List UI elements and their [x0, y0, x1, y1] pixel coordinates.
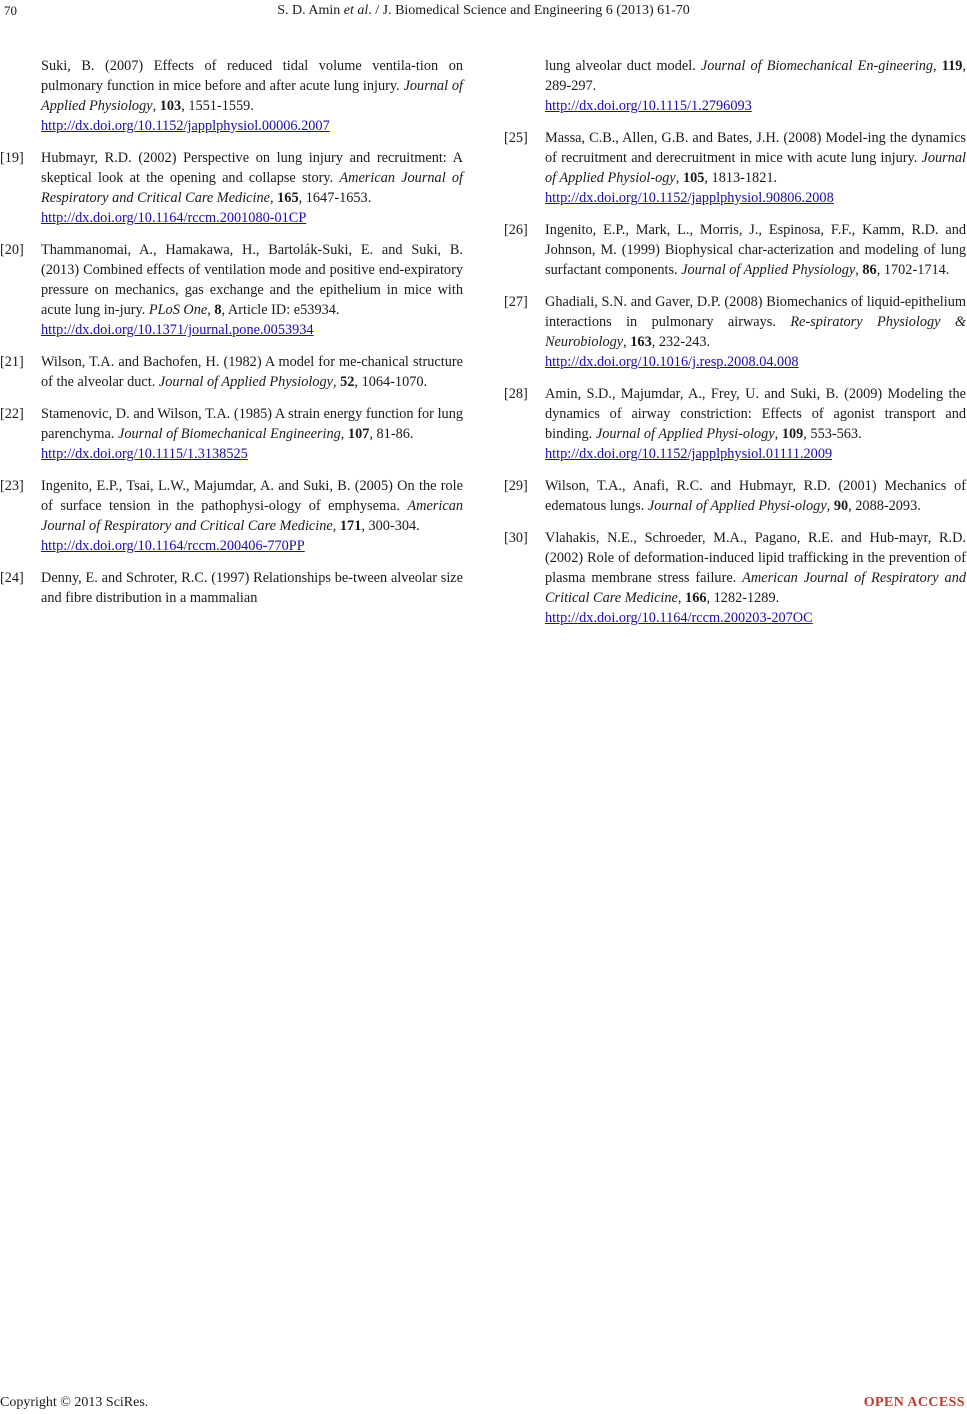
reference-volume: 165 — [277, 190, 299, 206]
running-head — [0, 3, 967, 19]
reference-volume: 171 — [339, 518, 362, 534]
reference-journal: Journal of Applied Physiology — [681, 262, 856, 278]
reference-pages: , 289-297. — [545, 58, 966, 94]
reference-pages: , 2088-2093. — [848, 498, 921, 514]
reference-journal: American Journal of Respiratory and Critical Care Medicine — [41, 498, 463, 534]
reference-volume: 103 — [159, 98, 182, 114]
reference-body: Vlahakis, N.E., Schroeder, M.A., Pagano, R.E. and Hub-mayr, R.D. (2002) Role of deformation-induced lipid trafficking in the prevention of plasma membrane stress failure. American Journal of Respiratory and Critical Care Medicine, 166, 1282-1289. http://dx.doi.org/10.1164/rccm.200203-207OC — [545, 530, 966, 626]
reference-number: [23] — [0, 478, 24, 494]
reference-volume: 86 — [862, 262, 877, 278]
running-head-et-al: et al — [343, 3, 369, 18]
reference-text: Massa, C.B., Allen, G.B. and Bates, J.H. (2008) Model-ing the dynamics of recruitment and derecruitment in mice with acute lung injury. — [545, 130, 966, 166]
reference-pages: , 1647-1653. — [298, 190, 372, 206]
reference-doi-link[interactable]: http://dx.doi.org/10.1152/japplphysiol.01111.2009 — [545, 446, 833, 462]
right-column — [504, 56, 966, 640]
reference-pages: , 1282-1289. — [706, 590, 780, 606]
reference-body: Ingenito, E.P., Tsai, L.W., Majumdar, A. and Suki, B. (2005) On the role of surface tension in the pathophysi-ology of emphysema. American Journal of Respiratory and Critical Care Medicine, 171, 300-304. http://dx.doi.org/10.1164/rccm.200406-770PP — [41, 478, 463, 554]
reference-number: [20] — [0, 242, 24, 258]
reference-body: Massa, C.B., Allen, G.B. and Bates, J.H. (2008) Model-ing the dynamics of recruitment and derecruitment in mice with acute lung injury. Journal of Applied Physiol-ogy, 105, 1813-1821. http://dx.doi.org/10.1152/japplphysiol.90806.2008 — [545, 130, 966, 206]
reference-volume: 105 — [682, 170, 705, 186]
reference-body: Amin, S.D., Majumdar, A., Frey, U. and Suki, B. (2009) Modeling the dynamics of airway constriction: Effects of agonist transport and binding. Journal of Applied Physi-ology, 109, 553-563. http://dx.doi.org/10.1152/japplphysiol.01111.2009 — [545, 386, 966, 462]
reference-item — [504, 292, 966, 372]
reference-doi-link[interactable]: http://dx.doi.org/10.1164/rccm.200203-207OC — [545, 610, 813, 626]
reference-journal: PLoS One — [148, 302, 208, 318]
reference-volume: 90 — [833, 498, 849, 514]
reference-number: [21] — [0, 354, 24, 370]
reference-text: Vlahakis, N.E., Schroeder, M.A., Pagano, R.E. and Hub-mayr, R.D. (2002) Role of deformation-induced lipid trafficking in the prevention of plasma membrane stress failure. — [545, 530, 966, 586]
reference-text: Ingenito, E.P., Tsai, L.W., Majumdar, A. and Suki, B. (2005) On the role of surface tension in the pathophysi-ology of emphysema. — [41, 478, 463, 514]
reference-text: Wilson, T.A. and Bachofen, H. (1982) A model for me-chanical structure of the alveolar duct. — [41, 354, 463, 390]
reference-body: Ingenito, E.P., Mark, L., Morris, J., Espinosa, F.F., Kamm, R.D. and Johnson, M. (1999) Biophysical char-acterization and modeling of lung surfactant components. Journal of Applied Physiology, 86, 1702-1714. — [545, 222, 966, 278]
reference-doi-link[interactable]: http://dx.doi.org/10.1115/1.2796093 — [545, 98, 752, 114]
reference-body: Stamenovic, D. and Wilson, T.A. (1985) A strain energy function for lung parenchyma. Journal of Biomechanical Engineering, 107, 81-86. http://dx.doi.org/10.1115/1.3138525 — [41, 406, 463, 462]
reference-item — [504, 528, 966, 628]
left-column — [0, 56, 463, 620]
reference-item — [0, 568, 463, 608]
reference-body: Wilson, T.A., Anafi, R.C. and Hubmayr, R.D. (2001) Mechanics of edematous lungs. Journal of Applied Physi-ology, 90, 2088-2093. — [545, 478, 966, 514]
reference-number: [27] — [504, 294, 528, 310]
reference-body: Thammanomai, A., Hamakawa, H., Bartolák-Suki, E. and Suki, B. (2013) Combined effects of ventilation mode and positive end-expiratory pressure on mechanics, gas exchange and the epithelium in mice with acute lung in-jury. PLoS One, 8, Article ID: e53934. http://dx.doi.org/10.1371/journal.pone.0053934 — [41, 242, 463, 338]
reference-doi-link[interactable]: http://dx.doi.org/10.1164/rccm.200406-770PP — [41, 538, 305, 554]
reference-journal: Journal of Applied Physiology — [41, 78, 463, 114]
reference-text: Wilson, T.A., Anafi, R.C. and Hubmayr, R.D. (2001) Mechanics of edematous lungs. — [545, 478, 966, 514]
reference-doi-link[interactable]: http://dx.doi.org/10.1152/japplphysiol.00006.2007 — [41, 118, 330, 134]
reference-item — [504, 220, 966, 280]
reference-number: [29] — [504, 478, 528, 494]
reference-item — [0, 240, 463, 340]
reference-text: Ghadiali, S.N. and Gaver, D.P. (2008) Biomechanics of liquid-epithelium interactions in pulmonary airways. — [545, 294, 966, 330]
reference-volume: 119 — [941, 58, 963, 74]
reference-volume: 163 — [630, 334, 652, 350]
reference-pages: , 81-86. — [369, 426, 414, 442]
reference-volume: 52 — [340, 374, 355, 390]
reference-text: lung alveolar duct model. — [545, 58, 701, 74]
reference-item — [0, 352, 463, 392]
reference-journal: Journal of Applied Physiology — [158, 374, 333, 390]
reference-pages: , 1702-1714. — [876, 262, 950, 278]
reference-number: [25] — [504, 130, 528, 146]
reference-continuation: Suki, B. (2007) Effects of reduced tidal volume ventila-tion on pulmonary function in mice before and after acute lung injury. Journal of Applied Physiology, 103, 1551-1559. http://dx.doi.org/10.1152/japplphysiol.00006.2007 — [41, 58, 463, 134]
reference-doi-link[interactable]: http://dx.doi.org/10.1016/j.resp.2008.04.008 — [545, 354, 799, 370]
reference-body: Ghadiali, S.N. and Gaver, D.P. (2008) Biomechanics of liquid-epithelium interactions in pulmonary airways. Re-spiratory Physiology & Neurobiology, 163, 232-243. http://dx.doi.org/10.1016/j.resp.2008.04.008 — [545, 294, 967, 370]
running-head-authors: S. D. Amin — [277, 3, 341, 18]
reference-journal: Re-spiratory Physiology & Neurobiology — [545, 314, 967, 350]
reference-volume: 8 — [214, 302, 222, 318]
reference-doi-link[interactable]: http://dx.doi.org/10.1164/rccm.2001080-01CP — [41, 210, 307, 226]
reference-text: Denny, E. and Schroter, R.C. (1997) Relationships be-tween alveolar size and fibre distribution in a mammalian — [41, 570, 463, 606]
reference-item — [0, 404, 463, 464]
reference-list-right — [504, 128, 966, 628]
reference-journal: Journal of Biomechanical Engineering — [118, 426, 341, 442]
reference-number: [19] — [0, 150, 24, 166]
reference-text: Suki, B. (2007) Effects of reduced tidal volume ventila-tion on pulmonary function in mice before and after acute lung injury. — [41, 58, 463, 94]
reference-number: [26] — [504, 222, 528, 238]
reference-volume: 107 — [347, 426, 370, 442]
reference-continuation: lung alveolar duct model. Journal of Biomechanical En-gineering, 119, 289-297. http://dx.doi.org/10.1115/1.2796093 — [545, 58, 966, 114]
reference-journal: American Journal of Respiratory and Critical Care Medicine — [545, 570, 966, 606]
reference-list-left — [0, 148, 463, 608]
reference-text: Ingenito, E.P., Mark, L., Morris, J., Espinosa, F.F., Kamm, R.D. and Johnson, M. (1999) Biophysical char-acterization and modeling of lung surfactant components. — [545, 222, 966, 278]
reference-pages: , 300-304. — [361, 518, 420, 534]
reference-doi-link[interactable]: http://dx.doi.org/10.1152/japplphysiol.90806.2008 — [545, 190, 834, 206]
page-number: 70 — [4, 3, 17, 18]
reference-item — [504, 476, 966, 516]
reference-number: [28] — [504, 386, 528, 402]
reference-text: Amin, S.D., Majumdar, A., Frey, U. and Suki, B. (2009) Modeling the dynamics of airway constriction: Effects of agonist transport and binding. — [545, 386, 966, 442]
reference-body: Hubmayr, R.D. (2002) Perspective on lung injury and recruitment: A skeptical look at the opening and collapse story. American Journal of Respiratory and Critical Care Medicine, 165, 1647-1653. http://dx.doi.org/10.1164/rccm.2001080-01CP — [41, 150, 463, 226]
reference-pages: , 1064-1070. — [354, 374, 428, 390]
reference-item — [504, 384, 966, 464]
reference-body — [41, 568, 463, 608]
reference-pages: , 1551-1559. — [181, 98, 254, 114]
running-head-journal: . / J. Biomedical Science and Engineering 6 (2013) 61-70 — [368, 3, 690, 18]
reference-item — [504, 128, 966, 208]
reference-journal: Journal of Applied Physiol-ogy — [545, 150, 966, 186]
reference-item — [0, 148, 463, 228]
reference-doi-link[interactable]: http://dx.doi.org/10.1115/1.3138525 — [41, 446, 248, 462]
reference-text: Thammanomai, A., Hamakawa, H., Bartolák-Suki, E. and Suki, B. (2013) Combined effects of ventilation mode and positive end-expiratory pressure on mechanics, gas exchange and the epithelium in mice with acute lung in-jury. — [41, 242, 463, 318]
reference-journal: Journal of Applied Physi-ology — [595, 426, 775, 442]
reference-journal: Journal of Biomechanical En-gineering — [700, 58, 934, 74]
reference-pages: , 1813-1821. — [704, 170, 778, 186]
reference-item — [0, 476, 463, 556]
reference-journal: American Journal of Respiratory and Critical Care Medicine — [41, 170, 463, 206]
reference-number: [24] — [0, 570, 24, 586]
reference-pages: , 553-563. — [803, 426, 862, 442]
reference-volume: 109 — [781, 426, 804, 442]
copyright-notice: Copyright © 2013 SciRes. — [0, 1395, 149, 1410]
reference-text: Hubmayr, R.D. (2002) Perspective on lung injury and recruitment: A skeptical look at the opening and collapse story. — [41, 150, 463, 186]
reference-pages: , Article ID: e53934. — [221, 302, 340, 318]
reference-journal: Journal of Applied Physi-ology — [647, 498, 827, 514]
reference-number: [30] — [504, 530, 528, 546]
open-access-label: OPEN ACCESS — [863, 1395, 965, 1410]
reference-body: Wilson, T.A. and Bachofen, H. (1982) A model for me-chanical structure of the alveolar duct. Journal of Applied Physiology, 52, 1064-1070. — [41, 354, 463, 390]
reference-volume: 166 — [685, 590, 707, 606]
reference-pages: , 232-243. — [651, 334, 711, 350]
reference-doi-link[interactable]: http://dx.doi.org/10.1371/journal.pone.0053934 — [41, 322, 314, 338]
reference-text: Stamenovic, D. and Wilson, T.A. (1985) A strain energy function for lung parenchyma. — [41, 406, 463, 442]
reference-number: [22] — [0, 406, 24, 422]
